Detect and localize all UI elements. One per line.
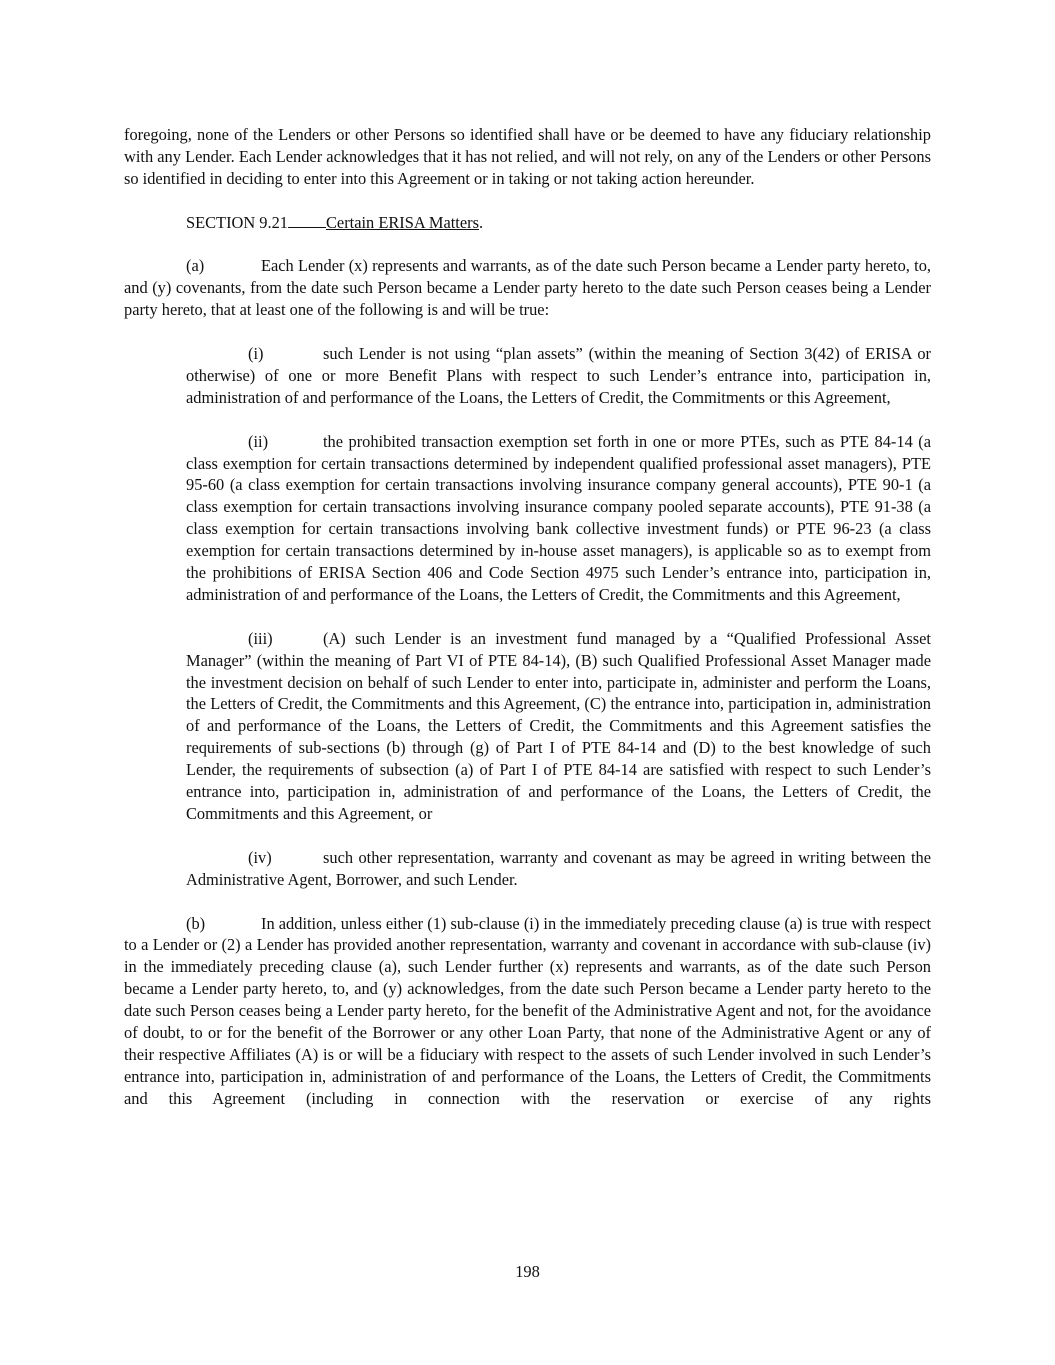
subclause-i xyxy=(186,343,931,409)
subclause-ii-label: (ii) xyxy=(248,431,269,451)
clause-b-label: (b) xyxy=(186,913,206,933)
clause-a-label: (a) xyxy=(186,256,205,276)
clause-a-text: Each Lender (x) represents and warrants, as of the date such Person became a Lender party hereto, to, and (y) covenants, from the date such Person became a Lender party hereto to the date such Person ceases being a Lender party hereto, that at least one of the following is and will be true: xyxy=(124,256,931,320)
clause-a xyxy=(124,255,931,321)
document-body xyxy=(124,124,931,1132)
subclause-ii xyxy=(186,431,931,606)
heading-underline-gap xyxy=(288,213,326,228)
subclause-i-text: such Lender is not using “plan assets” (within the meaning of Section 3(42) of ERISA or otherwise) of one or more Benefit Plans with respect to such Lender’s entrance into, participation in, administration of and performance of the Loans, the Letters of Credit, the Commitments or this Agreement, xyxy=(186,344,931,407)
section-heading xyxy=(124,212,931,234)
subclause-iv xyxy=(186,847,931,891)
subclause-iv-text: such other representation, warranty and covenant as may be agreed in writing between the Administrative Agent, Borrower, and such Lender. xyxy=(186,847,931,889)
subclause-ii-text: the prohibited transaction exemption set forth in one or more PTEs, such as PTE 84-14 (a class exemption for certain transactions determined by independent qualified professional asset managers), PTE 95-60 (a class exemption for certain transactions involving insurance company general accounts), PTE 90-1 (a class exemption for certain transactions involving insurance company pooled separate accounts), PTE 91-38 (a class exemption for certain transactions involving bank collective investment funds) or PTE 96-23 (a class exemption for certain transactions determined by in-house asset managers), is applicable so as to exempt from the prohibitions of ERISA Section 406 and Code Section 4975 such Lender’s entrance into, participation in, administration of and performance of the Loans, the Letters of Credit, the Commitments and this Agreement, xyxy=(186,431,931,604)
section-title: Certain ERISA Matters xyxy=(326,212,479,232)
subclause-iii-label: (iii) xyxy=(248,628,273,648)
intro-paragraph: foregoing, none of the Lenders or other Persons so identified shall have or be deemed to have any fiduciary relationship with any Lender. Each Lender acknowledges that it has not relied, and will not rely, on any of the Lenders or other Persons so identified in deciding to enter into this Agreement or in taking or not taking action hereunder. xyxy=(124,125,931,188)
clause-b xyxy=(124,913,931,1110)
clause-b-text: In addition, unless either (1) sub-clause (i) in the immediately preceding clause (a) is true with respect to a Lender or (2) a Lender has provided another representation, warranty and covenant in accordance with sub-clause (iv) in the immediately preceding clause (a), such Lender further (x) represents and warrants, as of the date such Person became a Lender party hereto, to, and (y) acknowledges, from the date such Person became a Lender party hereto to the date such Person ceases being a Lender party hereto, for the benefit of the Administrative Agent and not, for the avoidance of doubt, to or for the benefit of the Borrower or any other Loan Party, that none of the Administrative Agent or any of their respective Affiliates (A) is or will be a fiduciary with respect to the assets of such Lender involved in such Lender’s entrance into, participation in, administration of and performance of the Loans, the Letters of Credit, the Commitments and this Agreement (including in connection with the reservation or exercise of any rights xyxy=(124,913,931,1108)
subclause-iv-label: (iv) xyxy=(248,847,272,867)
page-number: 198 xyxy=(515,1262,540,1281)
section-number: SECTION 9.21 xyxy=(186,212,288,232)
section-title-period: . xyxy=(478,212,484,232)
subclause-iii-text: (A) such Lender is an investment fund managed by a “Qualified Professional Asset Manager” (within the meaning of Part VI of PTE 84-14), (B) such Qualified Professional Asset Manager made the investment decision on behalf of such Lender to enter into, participate in, administer and perform the Loans, the Letters of Credit, the Commitments and this Agreement, (C) the entrance into, participation in, administration of and performance of the Loans, the Letters of Credit, the Commitments and this Agreement satisfies the requirements of sub-sections (b) through (g) of Part I of PTE 84-14 and (D) to the best knowledge of such Lender, the requirements of subsection (a) of Part I of PTE 84-14 are satisfied with respect to such Lender’s entrance into, participation in, administration of and performance of the Loans, the Letters of Credit, the Commitments and this Agreement, or xyxy=(186,628,931,824)
subclause-i-label: (i) xyxy=(248,344,264,364)
subclause-iii xyxy=(186,628,931,825)
